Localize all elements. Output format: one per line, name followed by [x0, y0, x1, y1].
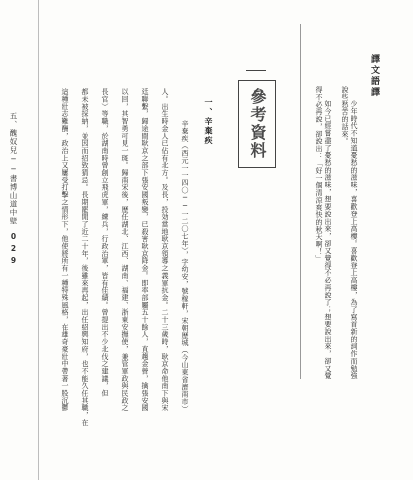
bio-column-1: 辛棄疾（西元一一四〇──一二〇七年），字幼安，號稼軒，宋朝歷城（今山東省濟南市） [181, 120, 189, 413]
bio-column-3: 廷聯繫，歸途間耿京之部下張安國叛變，已殺害耿京降金。即率部屬五十餘人，直趨金營，擒張安國 [141, 88, 149, 412]
chapter-running-title: 五、醜奴兒──書博山道中壁 [9, 112, 18, 226]
bio-column-7: 這種壯志難酬，政治上又屢受打擊之情形下，他使將所有一種特殊風格，在雄奇豪壯中帶著一股沉鬱 [61, 88, 69, 412]
translation-paragraph-1: 少年時代不知道憂愁的滋味，喜歡登上高樓。喜歡登上高樓，為了寫首新的詞作而勉強說些愁苦的話來。 [341, 86, 358, 380]
bio-column-5: 長官）等職，於湖南時曾創立飛虎軍，練兵，行政治軍，皆有佳績。曾提出不少北伐之建議，但 [101, 88, 109, 397]
translation-heading: 譯文語譯 [369, 54, 379, 98]
section-title: 參考資料 [248, 88, 267, 160]
center-margin-rule [38, 0, 39, 480]
section-box-top-mark [246, 70, 266, 71]
bio-column-4: 以回，其智勇可見一斑。歸南宋後，歷任湖北、江西、湖南、福建、浙東安撫使，兼管軍政與民政之 [121, 88, 129, 412]
bio-column-6: 都未被採納，並因而招致猜忌。長期罷閒了近二十年，後雖來再起，出任紹興知府，也不能久任其職，在 [81, 88, 89, 427]
bio-column-2: 人。出生時金人已佔有北方。及長，投効當地耿京領導之義軍抗金。二十三歲時，耿京命他南下與宋 [161, 88, 169, 412]
reference-subheading: 一、辛棄疾 [204, 98, 214, 146]
page-number: 029 [9, 232, 18, 268]
section-divider [300, 24, 301, 379]
translation-paragraph-2: 如今已經嘗盡了憂愁的滋味，想要說出來，卻又覺得不必再說了；想要說出來，卻又覺得不必再說，卻說出：「好一個清涼爽快的秋天啊！」 [315, 86, 332, 380]
